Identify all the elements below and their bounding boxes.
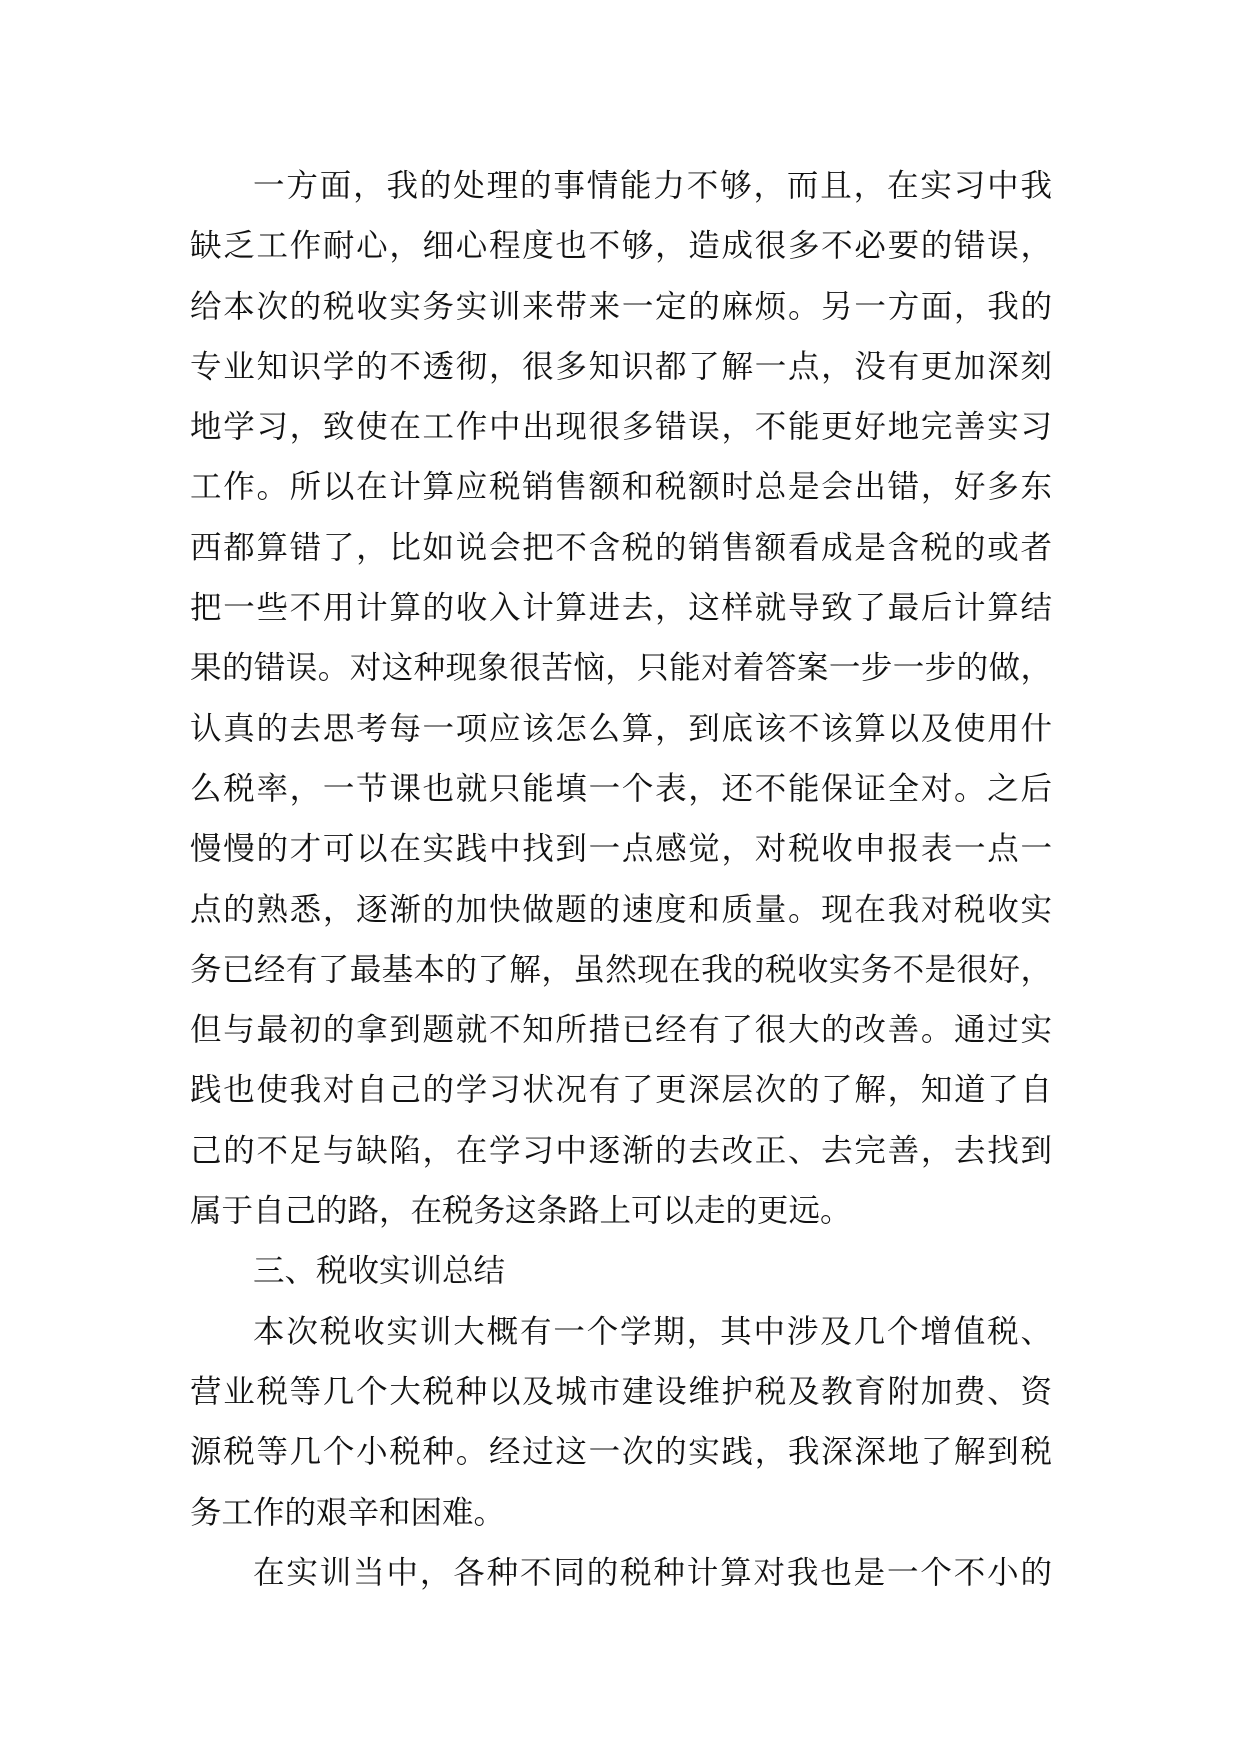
text-line: 但与最初的拿到题就不知所措已经有了很大的改善。通过实	[190, 1012, 1052, 1049]
text-line: 地学习，致使在工作中出现很多错误，不能更好地完善实习	[190, 409, 1052, 446]
text-line: 给本次的税收实务实训来带来一定的麻烦。另一方面，我的	[190, 288, 1052, 325]
text-line: 专业知识学的不透彻，很多知识都了解一点，没有更加深刻	[190, 348, 1052, 385]
text-line: 把一些不用计算的收入计算进去，这样就导致了最后计算结	[190, 590, 1052, 627]
text-line: 务已经有了最基本的了解，虽然现在我的税收实务不是很好，	[190, 951, 1052, 988]
text-line: 务工作的艰辛和困难。	[190, 1494, 506, 1531]
text-line: 慢慢的才可以在实践中找到一点感觉，对税收申报表一点一	[190, 831, 1052, 868]
text-line: 己的不足与缺陷，在学习中逐渐的去改正、去完善，去找到	[190, 1132, 1052, 1169]
section-heading: 三、税收实训总结	[253, 1253, 506, 1290]
text-line: 本次税收实训大概有一个学期，其中涉及几个增值税、	[253, 1313, 1052, 1350]
text-line: 源税等几个小税种。经过这一次的实践，我深深地了解到税	[190, 1434, 1052, 1471]
text-line: 一方面，我的处理的事情能力不够，而且，在实习中我	[253, 168, 1052, 204]
text-line: 点的熟悉，逐渐的加快做题的速度和质量。现在我对税收实	[190, 891, 1052, 928]
text-line: 缺乏工作耐心，细心程度也不够，造成很多不必要的错误，	[190, 228, 1052, 265]
text-line: 工作。所以在计算应税销售额和税额时总是会出错，好多东	[190, 469, 1052, 506]
text-line: 践也使我对自己的学习状况有了更深层次的了解，知道了自	[190, 1072, 1052, 1109]
text-line: 属于自己的路，在税务这条路上可以走的更远。	[190, 1193, 852, 1230]
text-line: 认真的去思考每一项应该怎么算，到底该不该算以及使用什	[190, 710, 1052, 747]
text-line: 么税率，一节课也就只能填一个表，还不能保证全对。之后	[190, 770, 1052, 807]
body-text	[190, 156, 1052, 1603]
text-line: 在实训当中，各种不同的税种计算对我也是一个不小的	[253, 1554, 1052, 1591]
text-line: 果的错误。对这种现象很苦恼，只能对着答案一步一步的做，	[190, 650, 1052, 687]
text-line: 营业税等几个大税种以及城市建设维护税及教育附加费、资	[190, 1373, 1052, 1410]
text-line: 西都算错了，比如说会把不含税的销售额看成是含税的或者	[190, 529, 1052, 566]
